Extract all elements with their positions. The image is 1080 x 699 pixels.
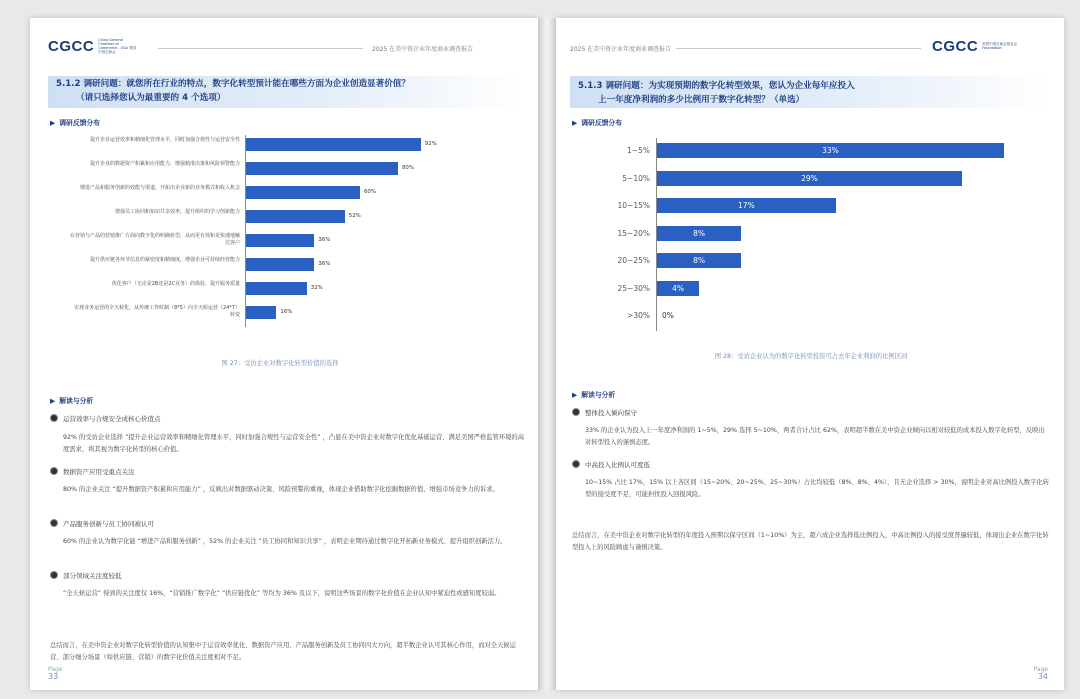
- chart-bar: [246, 282, 307, 295]
- triangle-icon: ▶: [50, 119, 56, 127]
- chart-category-label: 1~5%: [627, 146, 650, 155]
- analysis-heading: [572, 389, 615, 399]
- page-number: 34: [1037, 672, 1048, 681]
- bullet-title-text: 数据资产应用受重点关注: [63, 468, 135, 476]
- report-title: 2025 在美中资企业年度商业调查报告: [570, 46, 672, 53]
- chart-bar: [246, 258, 314, 271]
- chart-value-label: 36%: [318, 237, 331, 243]
- bullet-dot-icon: [50, 519, 58, 527]
- chart-value-label: 29%: [801, 173, 818, 183]
- report-title: 2025 在美中资企业年度商业调查报告: [372, 46, 474, 53]
- bullet-dot-icon: [50, 467, 58, 475]
- bullet-title-1: [572, 408, 637, 417]
- chart-value-label: 36%: [318, 261, 331, 267]
- chart-category-label: 提升供应链各环节信息的紧密度和精细度，增强企业可持续经营能力: [89, 257, 240, 263]
- chart-value-label: 32%: [310, 285, 323, 291]
- page-label: Page: [48, 666, 63, 673]
- page-number: 33: [48, 672, 59, 681]
- chart-category-label: 优化客户（无论是2B还是2C业务）的体验，提升服务质量: [111, 281, 240, 287]
- chart-value-label: 92%: [424, 141, 437, 147]
- bullet-title-2: [572, 460, 650, 469]
- section-title-line1: 5.1.3 调研问题：为实现预期的数字化转型效果，您认为企业每年应投入: [578, 81, 855, 91]
- bullet-text-4: “全天候运营” 得到的关注度仅 16%，“营销推广数字化” “供应链优化” 等均为 36% 及以下，说明这些场景的数字化价值在企业认知中紧迫性或感知度较弱。: [63, 590, 501, 597]
- chart-value-label: 80%: [402, 165, 414, 171]
- chart-category-label: 提升企业的数据资产积累和应用能力，增强精准决策和风险预警能力: [89, 161, 240, 167]
- chart-value-label: 60%: [364, 189, 376, 195]
- chart-value-label: 16%: [280, 309, 293, 315]
- chart-category-label: 在营销与产品的营销推广方面向数字化的明确转型，从而更有效和更快速地触达客户: [70, 233, 241, 246]
- header-rule: [158, 48, 363, 49]
- chart-category-label: 5~10%: [622, 173, 650, 183]
- distribution-heading-text: 调研反馈分布: [59, 119, 101, 127]
- chart-category-label: 增强员工协同和知识共享效率，提升组织的学习创新能力: [114, 209, 240, 215]
- page-34: [556, 18, 1064, 690]
- bullet-dot-icon: [572, 408, 580, 416]
- triangle-icon: ▶: [50, 397, 56, 405]
- page-33: [30, 18, 538, 690]
- bullet-title-text: 产品服务创新与员工协同被认可: [63, 520, 154, 528]
- bullet-text-1: 92% 的受访企业选择 “提升企业运营效率和精细化管理水平，同时加强合规性与运营安全性” ，凸显在美中资企业对数字化优化基础运营、满足美国严格监管环境的高度需求，将其视为数字化转型的核心价值。: [63, 434, 525, 453]
- triangle-icon: ▶: [572, 119, 578, 127]
- section-title-line1: 5.1.2 调研问题：就您所在行业的特点，数字化转型预计能在哪些方面为企业创造显著价值？: [56, 79, 411, 89]
- analysis-heading-text: 解读与分析: [59, 397, 94, 405]
- chart-bar: [246, 306, 276, 319]
- bullet-title-2: [50, 467, 135, 476]
- bullet-dot-icon: [50, 571, 58, 579]
- header-rule: [676, 48, 921, 49]
- bullet-title-3: [50, 519, 154, 528]
- chart-bar: [246, 186, 360, 199]
- cgcc-logo-subtitle: 美国中国总商会基金会 Foundation: [982, 42, 1018, 50]
- chart-category-label: >30%: [627, 311, 650, 320]
- triangle-icon: ▶: [572, 391, 578, 399]
- analysis-heading-text: 解读与分析: [581, 391, 616, 399]
- bullet-title-text: 中高投入比例认可度低: [585, 461, 650, 469]
- chart-bar: [246, 138, 421, 151]
- distribution-heading-text: 调研反馈分布: [581, 119, 623, 127]
- chart-value-label: 4%: [672, 283, 684, 293]
- cgcc-logo: CGCC: [932, 37, 979, 55]
- figure-caption: 图 28：受访企业认为的数字化转型投资可占去年企业利润的比例区间: [714, 353, 908, 360]
- figure-caption: 图 27：受访企业对数字化转型价值的选择: [221, 360, 339, 367]
- chart-value-label: 33%: [822, 146, 839, 155]
- bullet-dot-icon: [572, 460, 580, 468]
- chart-category-label: 15~20%: [617, 228, 650, 238]
- bullet-dot-icon: [50, 414, 58, 422]
- bullet-title-4: [50, 571, 122, 580]
- section-title-line2: （请只选择您认为最重要的 4 个选项）: [76, 93, 226, 103]
- bullet-title-text: 部分领域关注度较低: [63, 572, 122, 580]
- bullet-title-1: [50, 414, 161, 423]
- bullet-text-3: 60% 的企业认为数字化能 “增进产品和服务创新” ，52% 的企业关注 “员工协同和知识共享” ，表明企业期待通过数字化开拓新业务模式、提升组织创新活力。: [63, 538, 507, 545]
- section-title-line2: 上一年度净利润的多少比例用于数字化转型？（单选）: [598, 95, 805, 105]
- chart-value-label: 0%: [662, 311, 674, 320]
- chart-bar: [246, 210, 345, 223]
- chart-category-label: 10~15%: [617, 201, 650, 210]
- summary-paragraph: 总结而言，在美中资企业对数字化转型的年度投入预期以保守区间（1~10%）为主，超六成企业选择低比例投入，中高比例投入的接受度普遍较低，体现出企业在数字化转型投入上的风险顾虑与谨慎决策。: [572, 532, 1049, 551]
- chart-category-label: 20~25%: [617, 256, 650, 265]
- cgcc-logo-subtitle: China General Chamber of Commerce - USA 美国中国总商会: [98, 38, 137, 54]
- cgcc-logo: CGCC: [48, 37, 95, 55]
- bullet-title-text: 整体投入倾向保守: [585, 409, 637, 417]
- chart-value-label: 17%: [738, 201, 755, 210]
- distribution-heading: [50, 117, 100, 127]
- chart-category-label: 25~30%: [617, 283, 650, 293]
- summary-paragraph: 总结而言，在美中资企业对数字化转型价值的认知集中于运营效率优化、数据资产应用、产品服务创新及员工协同四大方向，超半数企业认可其核心作用，而对全天候运营、部分细分场景（如供应链、营销）的数字化价值关注度相对不足。: [50, 642, 516, 661]
- bullet-text-1: 33% 的企业认为投入上一年度净利润的 1~5%，29% 选择 5~10%，两者合计占比 62%，表明超半数在美中资企业倾向以相对较低的成本投入数字化转型，反映出对转型投入的谨慎态度。: [585, 427, 1045, 446]
- chart-value-label: 52%: [348, 213, 361, 219]
- page-footer: [48, 666, 63, 680]
- analysis-heading: [50, 395, 93, 405]
- chart-value-label: 8%: [693, 256, 705, 265]
- bullet-title-text: 运营效率与合规安全成核心价值点: [63, 415, 161, 423]
- right-logo-block: [932, 38, 1020, 54]
- distribution-heading: [572, 117, 622, 127]
- chart-bar: [246, 162, 398, 175]
- chart-bar: [246, 234, 314, 247]
- book-gutter: [538, 18, 556, 690]
- chart-category-label: 增进产品和服务创新的效能与渠道，开拓出企业新的业务模式和收入机会: [79, 185, 240, 191]
- chart-category-label: 实现业务运营的全天候化，从传统工作时制（8*5）向全天候运营（24*7）转变: [74, 305, 240, 318]
- chart-category-label: 提升企业运营效率和精细化管理水平，同时加强合规性与运营安全性: [89, 137, 240, 143]
- page-footer: [1018, 666, 1048, 680]
- page-label: Page: [1033, 666, 1048, 673]
- bullet-text-2: 80% 的企业关注 “提升数据资产积累和应用能力” ，反映出对数据驱动决策、风险预警的重视，体现企业借助数字化挖掘数据价值、增强市场竞争力的诉求。: [63, 486, 499, 493]
- chart-value-label: 8%: [693, 228, 705, 238]
- bullet-text-2: 10~15% 占比 17%，15% 以上各区间（15~20%、20~25%、25~30%）占比均较低（8%、8%、4%），且无企业选择 > 30%，说明企业对高比例投入数字化转型的接受度不足，可能担忧投入回报风险。: [585, 479, 1049, 498]
- left-logo-block: [48, 38, 136, 54]
